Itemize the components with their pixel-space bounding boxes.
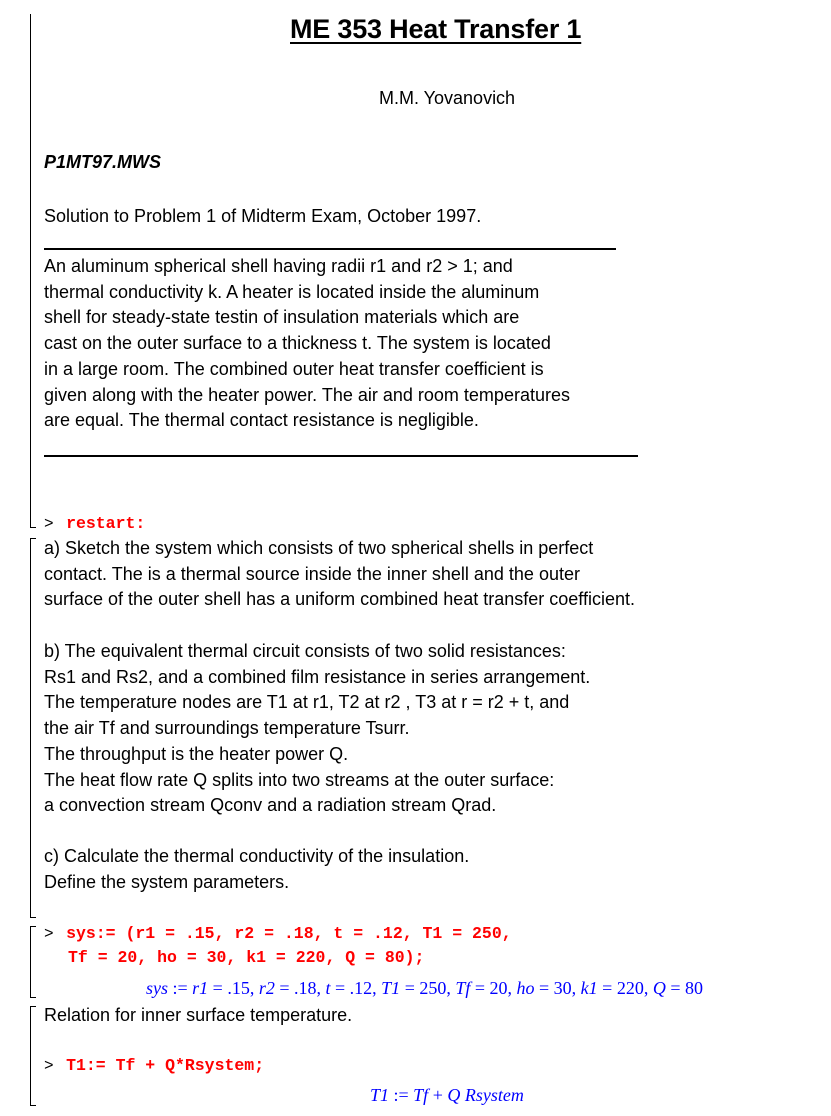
term-name: r2 xyxy=(258,978,275,998)
section-bracket-bottom xyxy=(30,527,36,528)
problem-line: cast on the outer surface to a thickness t. The system is located xyxy=(44,333,551,354)
plus-operator: + xyxy=(428,1085,448,1105)
part-b-line: The heat flow rate Q splits into two streams at the outer surface: xyxy=(44,769,555,790)
equals-operator: = xyxy=(665,978,685,998)
comma-separator: , xyxy=(249,978,259,998)
part-c-line: c) Calculate the thermal conductivity of the insulation. xyxy=(44,846,470,866)
term-value: 80 xyxy=(684,978,703,998)
equals-operator: = xyxy=(208,978,228,998)
part-b-line: the air Tf and surroundings temperature Tsurr. xyxy=(44,718,410,739)
prompt-symbol: > xyxy=(44,515,54,533)
sys-output-term xyxy=(517,978,581,998)
section-bracket-top xyxy=(30,538,36,539)
comma-separator: , xyxy=(571,978,581,998)
comma-separator: , xyxy=(316,978,326,998)
sys-output-term xyxy=(192,978,259,998)
equals-operator: = xyxy=(274,978,294,998)
sys-input-group[interactable] xyxy=(44,922,512,970)
term-name: t xyxy=(325,978,331,998)
sys-output-term xyxy=(653,978,703,998)
part-b-line: a convection stream Qconv and a radiation stream Qrad. xyxy=(44,795,497,816)
restart-command[interactable]: restart: xyxy=(66,514,146,533)
problem-statement xyxy=(44,254,570,434)
part-b-line: The throughput is the heater power Q. xyxy=(44,743,349,764)
equals-operator: = xyxy=(400,978,420,998)
term-name: ho xyxy=(516,978,535,998)
problem-line: in a large room. The combined outer heat transfer coefficient is xyxy=(44,358,544,379)
sys-input-line[interactable]: sys:= (r1 = .15, r2 = .18, t = .12, T1 = 250, xyxy=(66,924,512,943)
problem-line: given along with the heater power. The air and room temperatures xyxy=(44,384,570,405)
part-a-line: a) Sketch the system which consists of two spherical shells in perfect xyxy=(44,538,594,558)
assign-operator: := xyxy=(389,1085,414,1105)
section-bracket[interactable] xyxy=(30,14,31,528)
sys-input-line[interactable]: Tf = 20, ho = 30, k1 = 220, Q = 80); xyxy=(68,948,425,967)
execution-group-bracket-bottom xyxy=(30,997,36,998)
restart-execution-group[interactable] xyxy=(44,512,145,536)
problem-line: are equal. The thermal contact resistance is negligible. xyxy=(44,410,479,431)
prompt-symbol: > xyxy=(44,1057,54,1075)
t1-output xyxy=(370,1085,524,1106)
assign-operator: := xyxy=(168,978,193,998)
execution-group-bracket[interactable] xyxy=(30,1006,31,1106)
part-b-line: Rs1 and Rs2, and a combined film resistance in series arrangement. xyxy=(44,666,591,687)
sys-output-term xyxy=(259,978,326,998)
comma-separator: , xyxy=(507,978,517,998)
part-b-line: The temperature nodes are T1 at r1, T2 at r2 , T3 at r = r2 + t, and xyxy=(44,692,570,713)
sys-output-term xyxy=(581,978,653,998)
sys-output xyxy=(146,978,703,999)
comma-separator: , xyxy=(643,978,653,998)
term-name: Q xyxy=(652,978,666,998)
part-a-line: surface of the outer shell has a uniform combined heat transfer coefficient. xyxy=(44,589,635,610)
term-value: .12 xyxy=(349,978,373,998)
output-term: Q Rsystem xyxy=(447,1085,524,1105)
part-c-line: Define the system parameters. xyxy=(44,871,290,892)
part-a-text xyxy=(44,536,635,613)
term-name: T1 xyxy=(381,978,401,998)
document-title: ME 353 Heat Transfer 1 xyxy=(290,14,582,44)
part-a-line: contact. The is a thermal source inside the inner shell and the outer xyxy=(44,563,580,584)
execution-group-bracket[interactable] xyxy=(30,926,31,998)
equals-operator: = xyxy=(597,978,617,998)
execution-group-bracket-bottom xyxy=(30,1105,36,1106)
section-bracket-bottom xyxy=(30,917,36,918)
term-value: 30 xyxy=(553,978,572,998)
execution-group-bracket-top xyxy=(30,1006,36,1007)
sys-output-term xyxy=(455,978,516,998)
term-value: 250 xyxy=(419,978,447,998)
term-name: k1 xyxy=(580,978,598,998)
term-name: r1 xyxy=(192,978,209,998)
equals-operator: = xyxy=(534,978,554,998)
divider-bottom xyxy=(44,455,638,457)
output-term: Tf xyxy=(413,1085,429,1105)
document-filename: P1MT97.MWS xyxy=(44,152,162,172)
part-b-text xyxy=(44,639,590,819)
term-value: 20 xyxy=(489,978,508,998)
sys-output-terms xyxy=(192,978,703,998)
document-subtitle: Solution to Problem 1 of Midterm Exam, October 1997. xyxy=(44,206,482,226)
section-bracket[interactable] xyxy=(30,538,31,918)
term-value: .15 xyxy=(227,978,250,998)
comma-separator: , xyxy=(446,978,456,998)
comma-separator: , xyxy=(372,978,382,998)
problem-line: shell for steady-state testin of insulation materials which are xyxy=(44,307,520,328)
sys-output-term xyxy=(381,978,455,998)
term-name: Tf xyxy=(455,978,471,998)
divider-top xyxy=(44,248,616,250)
output-lhs: T1 xyxy=(370,1085,390,1105)
part-c-text xyxy=(44,844,469,895)
output-lhs: sys xyxy=(146,978,168,998)
document-author: M.M. Yovanovich xyxy=(379,88,516,108)
term-value: 220 xyxy=(616,978,644,998)
problem-line: An aluminum spherical shell having radii r1 and r2 > 1; and xyxy=(44,256,513,276)
equals-operator: = xyxy=(330,978,350,998)
execution-group-bracket-top xyxy=(30,926,36,927)
sys-output-term xyxy=(326,978,382,998)
part-b-line: b) The equivalent thermal circuit consists of two solid resistances: xyxy=(44,641,566,661)
term-value: .18 xyxy=(294,978,317,998)
relation-text: Relation for inner surface temperature. xyxy=(44,1005,353,1025)
prompt-symbol: > xyxy=(44,925,54,943)
problem-line: thermal conductivity k. A heater is located inside the aluminum xyxy=(44,281,540,302)
t1-input-group[interactable] xyxy=(44,1054,264,1078)
t1-input[interactable]: T1:= Tf + Q*Rsystem; xyxy=(66,1056,265,1075)
equals-operator: = xyxy=(470,978,490,998)
